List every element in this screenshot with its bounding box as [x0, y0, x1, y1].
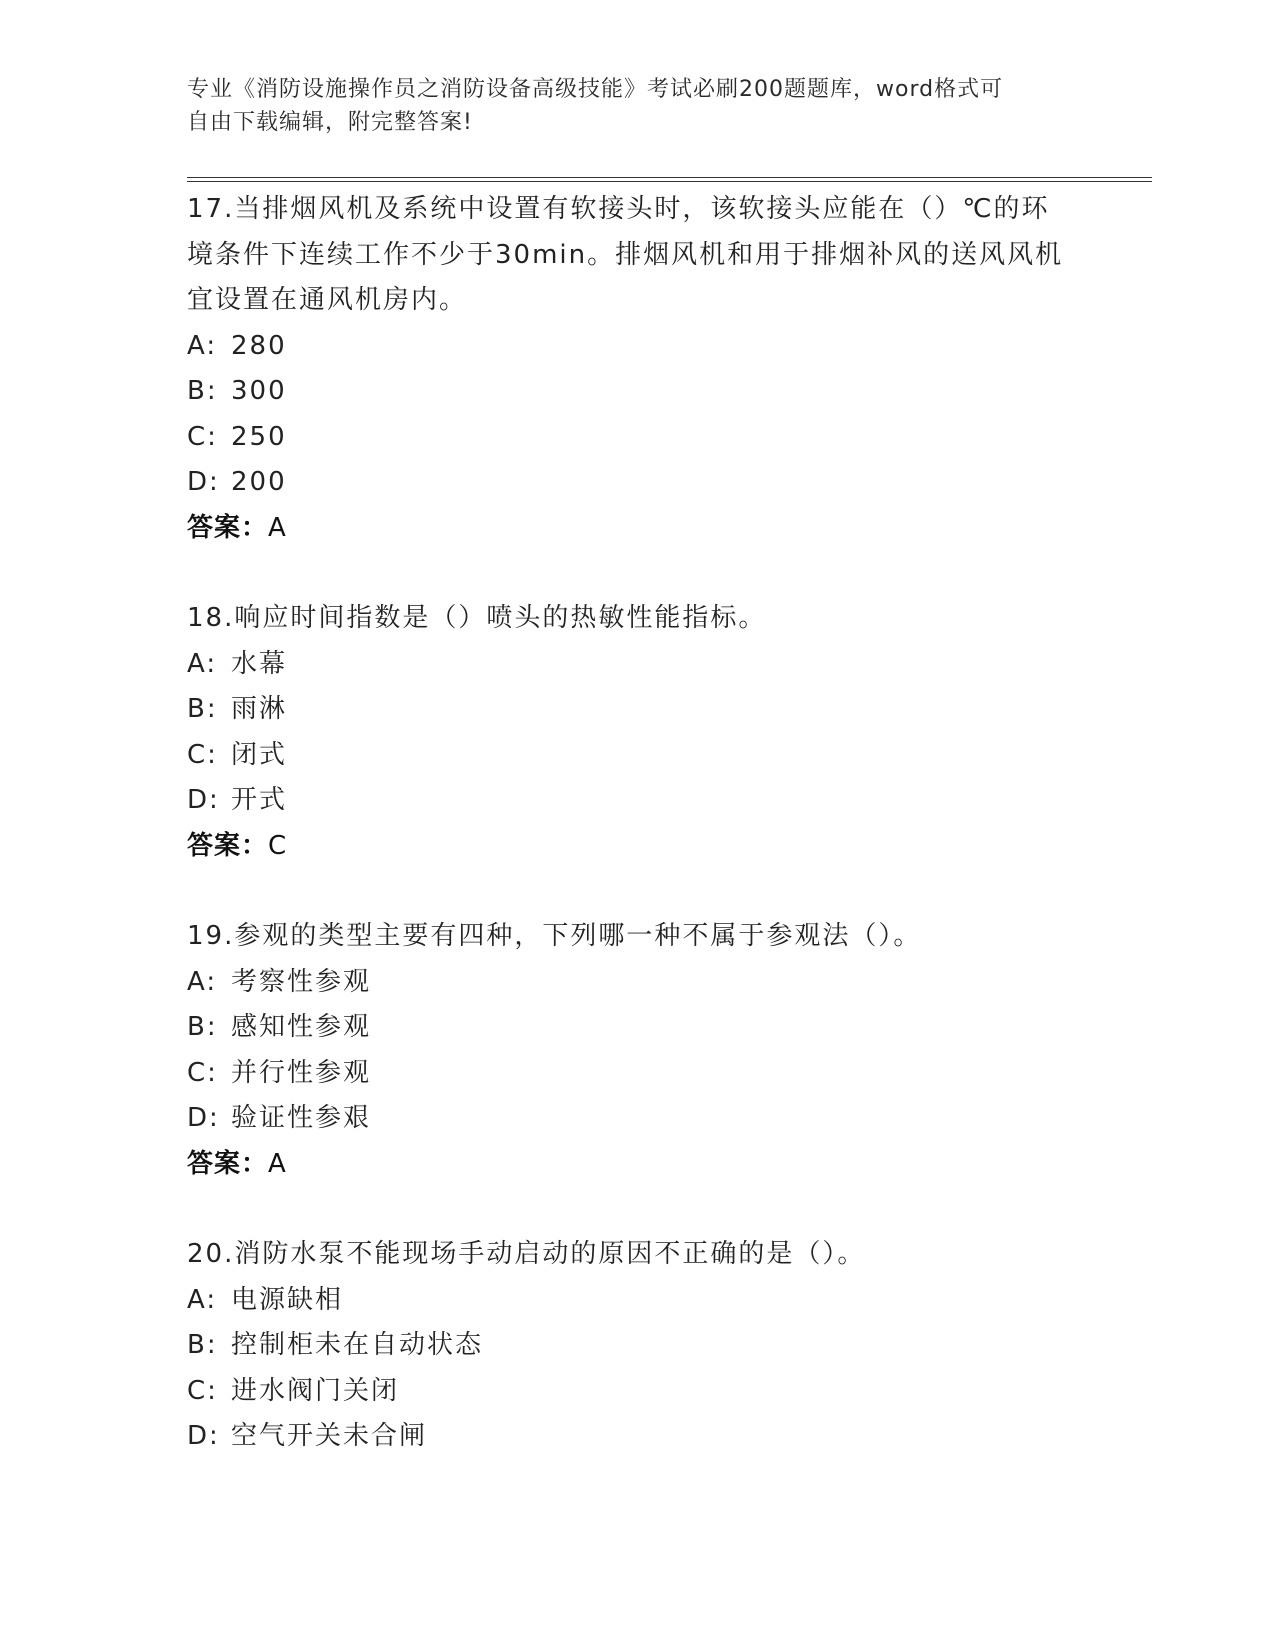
option-key: D: — [187, 1421, 220, 1451]
answer-label: 答案： — [187, 512, 269, 543]
option-text: 验证性参艰 — [231, 1103, 372, 1133]
option-a — [187, 324, 1087, 370]
option-b — [187, 1005, 1087, 1051]
option-key: B: — [187, 1012, 218, 1042]
option-a — [187, 642, 1087, 688]
option-key: A: — [187, 648, 218, 679]
option-b — [187, 687, 1087, 733]
option-key: C: — [187, 421, 218, 452]
question-list — [187, 187, 1087, 1505]
option-text: 进水阀门关闭 — [231, 1375, 400, 1406]
option-b — [187, 369, 1087, 415]
option-text: 300 — [231, 376, 287, 406]
answer-line — [187, 1142, 1087, 1188]
answer-value: C — [268, 830, 288, 861]
answer-label: 答案： — [187, 1148, 269, 1179]
document-header — [187, 73, 1087, 139]
option-key: D: — [187, 467, 220, 497]
stem-line: 19.参观的类型主要有四种，下列哪一种不属于参观法（）。 — [187, 921, 922, 951]
answer-line — [187, 506, 1087, 552]
option-text: 280 — [231, 330, 287, 361]
option-key: C: — [187, 1057, 218, 1088]
option-text: 并行性参观 — [231, 1057, 372, 1088]
option-key: C: — [187, 739, 218, 770]
answer-value: A — [268, 1148, 287, 1179]
option-text: 考察性参观 — [231, 966, 372, 997]
option-d — [187, 1414, 1087, 1460]
answer-line — [187, 824, 1087, 870]
option-text: 电源缺相 — [231, 1284, 344, 1315]
option-text: 250 — [231, 421, 287, 452]
option-d — [187, 1096, 1087, 1142]
option-text: 闭式 — [231, 739, 288, 770]
option-key: D: — [187, 1103, 220, 1133]
option-text: 空气开关未合闸 — [231, 1421, 428, 1451]
option-text: 开式 — [231, 785, 288, 815]
option-a — [187, 1278, 1087, 1324]
option-b — [187, 1323, 1087, 1369]
option-d — [187, 778, 1087, 824]
option-key: B: — [187, 694, 218, 724]
question-17 — [187, 187, 1087, 551]
question-stem — [187, 187, 1087, 324]
stem-line: 17.当排烟风机及系统中设置有软接头时，该软接头应能在（）℃的环 — [187, 194, 1050, 224]
option-key: A: — [187, 966, 218, 997]
question-20 — [187, 1232, 1087, 1460]
stem-line: 20.消防水泵不能现场手动启动的原因不正确的是（）。 — [187, 1239, 866, 1269]
option-text: 感知性参观 — [231, 1012, 372, 1042]
option-c — [187, 733, 1087, 779]
option-key: A: — [187, 1284, 218, 1315]
question-19 — [187, 914, 1087, 1187]
option-c — [187, 1051, 1087, 1097]
answer-value: A — [268, 512, 287, 543]
option-c — [187, 1369, 1087, 1415]
option-c — [187, 415, 1087, 461]
option-key: C: — [187, 1375, 218, 1406]
stem-line: 境条件下连续工作不少于30min。排烟风机和用于排烟补风的送风风机 — [187, 239, 1064, 270]
option-d — [187, 460, 1087, 506]
option-key: D: — [187, 785, 220, 815]
option-text: 雨淋 — [231, 694, 288, 724]
question-stem — [187, 596, 1087, 642]
option-key: B: — [187, 376, 218, 406]
option-text: 水幕 — [231, 648, 288, 679]
header-divider — [187, 177, 1152, 182]
stem-line: 宜设置在通风机房内。 — [187, 285, 468, 315]
option-a — [187, 960, 1087, 1006]
answer-label: 答案： — [187, 830, 269, 861]
question-stem — [187, 914, 1087, 960]
header-line-2: 自由下载编辑，附完整答案! — [187, 110, 473, 135]
option-text: 控制柜未在自动状态 — [231, 1330, 484, 1360]
question-stem — [187, 1232, 1087, 1278]
option-text: 200 — [231, 467, 287, 497]
stem-line: 18.响应时间指数是（）喷头的热敏性能指标。 — [187, 603, 767, 633]
option-key: A: — [187, 330, 218, 361]
header-line-1: 专业《消防设施操作员之消防设备高级技能》考试必刷200题题库，word格式可 — [187, 77, 1004, 102]
option-key: B: — [187, 1330, 218, 1360]
question-18 — [187, 596, 1087, 869]
